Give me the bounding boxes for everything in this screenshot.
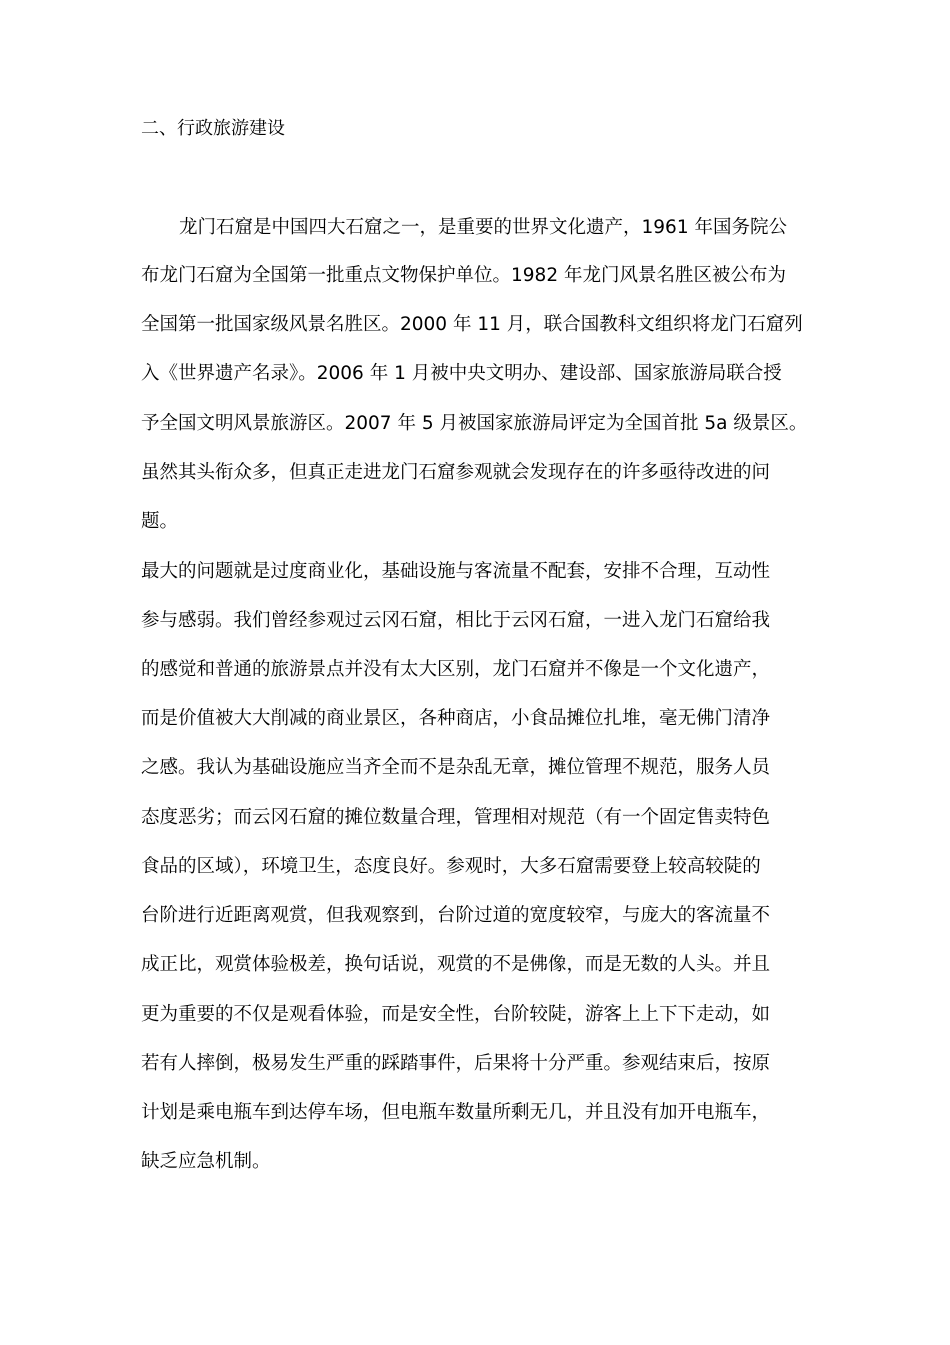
paragraph-line: 食品的区域），环境卫生，态度良好。参观时，大多石窟需要登上较高较陡的 [141,856,761,877]
paragraph-line: 题。 [141,511,179,532]
paragraph-line: 缺乏应急机制。 [141,1151,271,1172]
paragraph-line: 全国第一批国家级风景名胜区。2000 年 11 月，联合国教科文组织将龙门石窟列 [141,314,803,335]
paragraph-line: 若有人摔倒，极易发生严重的踩踏事件，后果将十分严重。参观结束后，按原 [141,1053,771,1074]
paragraph-line: 虽然其头衔众多，但真正走进龙门石窟参观就会发现存在的许多亟待改进的问 [141,462,771,483]
paragraph-line: 布龙门石窟为全国第一批重点文物保护单位。1982 年龙门风景名胜区被公布为 [141,265,786,286]
paragraph-line: 最大的问题就是过度商业化，基础设施与客流量不配套，安排不合理，互动性 [141,561,771,582]
paragraph-line: 台阶进行近距离观赏，但我观察到，台阶过道的宽度较窄，与庞大的客流量不 [141,905,771,926]
paragraph-line: 予全国文明风景旅游区。2007 年 5 月被国家旅游局评定为全国首批 5a 级景区。 [141,413,808,434]
paragraph-line: 参与感弱。我们曾经参观过云冈石窟，相比于云冈石窟，一进入龙门石窟给我 [141,610,771,631]
paragraph-line: 的感觉和普通的旅游景点并没有太大区别，龙门石窟并不像是一个文化遗产， [141,659,771,680]
paragraph-line: 计划是乘电瓶车到达停车场，但电瓶车数量所剩无几，并且没有加开电瓶车， [141,1102,771,1123]
paragraph-line: 更为重要的不仅是观看体验，而是安全性，台阶较陡，游客上上下下走动，如 [141,1004,771,1025]
paragraph-line: 成正比，观赏体验极差，换句话说，观赏的不是佛像，而是无数的人头。并且 [141,954,771,975]
paragraph-line: 态度恶劣；而云冈石窟的摊位数量合理，管理相对规范（有一个固定售卖特色 [141,807,771,828]
paragraph-line: 龙门石窟是中国四大石窟之一，是重要的世界文化遗产，1961 年国务院公 [179,217,787,238]
paragraph-line: 之感。我认为基础设施应当齐全而不是杂乱无章，摊位管理不规范，服务人员 [141,757,771,778]
paragraph-line: 入《世界遗产名录》。2006 年 1 月被中央文明办、建设部、国家旅游局联合授 [141,363,782,384]
paragraph-line: 而是价值被大大削减的商业景区，各种商店，小食品摊位扎堆，毫无佛门清净 [141,708,771,729]
section-heading: 二、行政旅游建设 [141,118,285,139]
